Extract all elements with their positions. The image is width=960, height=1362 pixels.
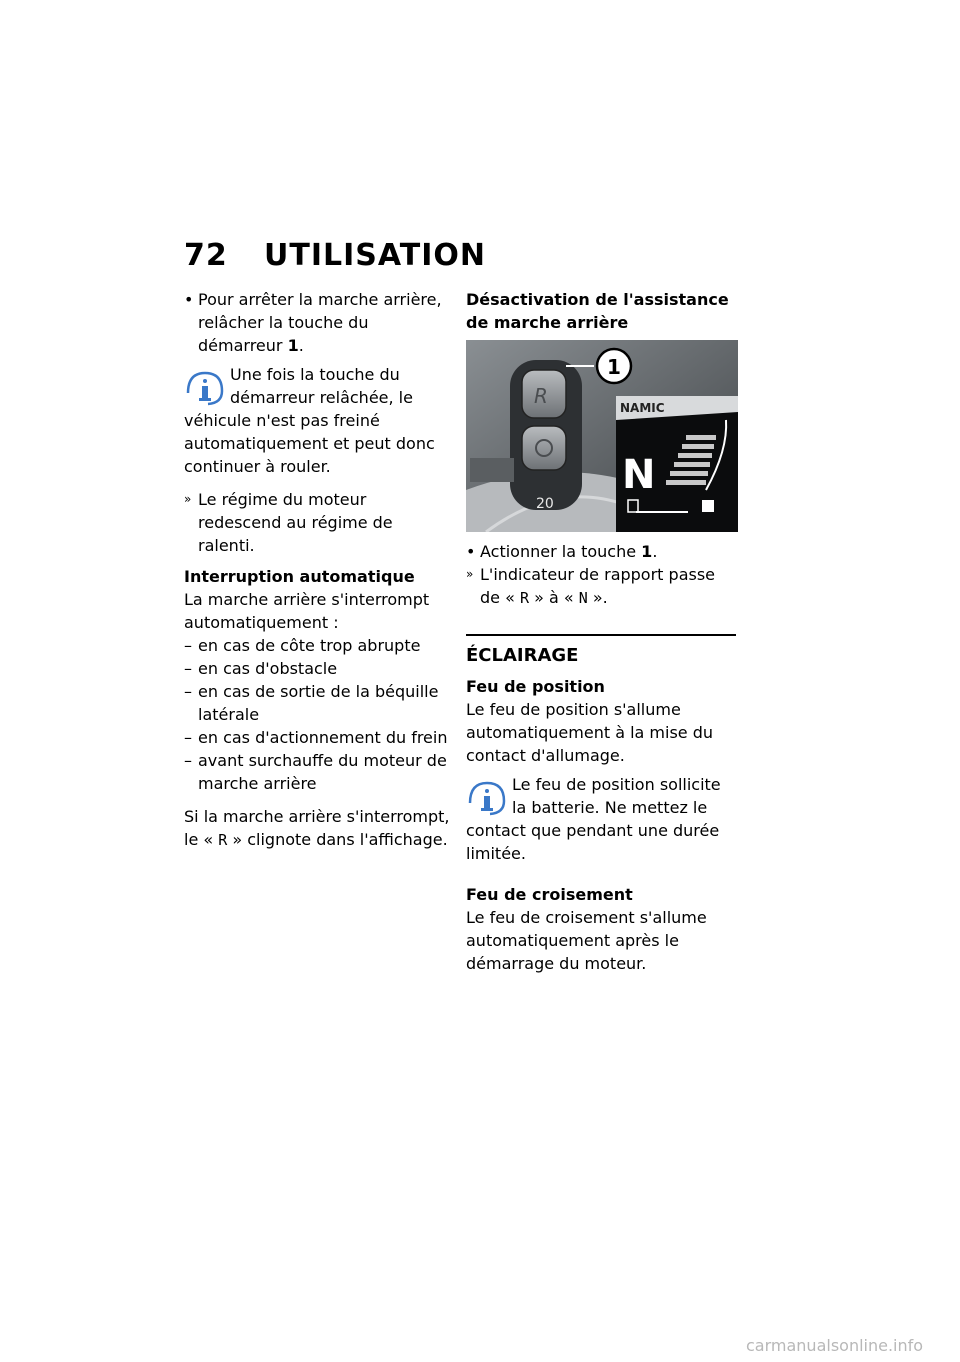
heading-position-light: Feu de position (466, 677, 605, 696)
note-block (466, 773, 736, 865)
condition-item: – avant surchauffe du moteur de marche arrière (184, 749, 454, 795)
condition-item: – en cas de sortie de la béquille latérale (184, 680, 454, 726)
callout-number: 1 (607, 355, 621, 379)
result-gear-indicator: » L'indicateur de rapport passe de « R » à « N ». (466, 563, 736, 610)
position-light-text: Le feu de position s'allume automatiquement à la mise du contact d'allumage. (466, 700, 714, 765)
mode-label: NAMIC (620, 401, 665, 415)
page-header (184, 238, 486, 273)
note-text: Une fois la touche du démarreur relâchée, le véhicule n'est pas freiné automatiquement et peut donc continuer à rouler. (184, 365, 435, 476)
gear-indicator: N (622, 452, 656, 498)
note-block (184, 363, 454, 478)
step-release-starter: • Pour arrêter la marche arrière, relâcher la touche du démarreur 1. (184, 288, 454, 357)
condition-item: – en cas d'obstacle (184, 657, 454, 680)
dashboard-photo (466, 340, 738, 532)
page-title: UTILISATION (264, 238, 486, 273)
right-column (466, 288, 736, 975)
condition-item: – en cas d'actionnement du frein (184, 726, 454, 749)
info-note-icon (184, 367, 226, 407)
info-note-icon (466, 777, 508, 817)
step-press-button: • Actionner la touche 1. (466, 540, 736, 563)
heading-deactivation: Désactivation de l'assistance de marche arrière (466, 290, 729, 332)
section-title-lighting: ÉCLAIRAGE (466, 634, 736, 667)
button-r-label: R (534, 384, 548, 408)
blink-info: Si la marche arrière s'interrompt, le « R » clignote dans l'affichage. (184, 807, 450, 849)
speed-label: 20 (536, 496, 554, 512)
result-idle: » Le régime du moteur redescend au régime de ralenti. (184, 488, 454, 557)
interruption-intro: La marche arrière s'interrompt automatiquement : (184, 590, 430, 632)
note-text: Le feu de position sollicite la batterie. Ne mettez le contact que pendant une durée limitée. (466, 775, 721, 863)
watermark: carmanualsonline.info (746, 1336, 924, 1355)
page-number: 72 (184, 238, 228, 273)
left-column (184, 288, 454, 852)
heading-low-beam: Feu de croisement (466, 885, 633, 904)
heading-interruption: Interruption automatique (184, 567, 415, 586)
low-beam-text: Le feu de croisement s'allume automatiquement après le démarrage du moteur. (466, 908, 707, 973)
condition-item: – en cas de côte trop abrupte (184, 634, 454, 657)
